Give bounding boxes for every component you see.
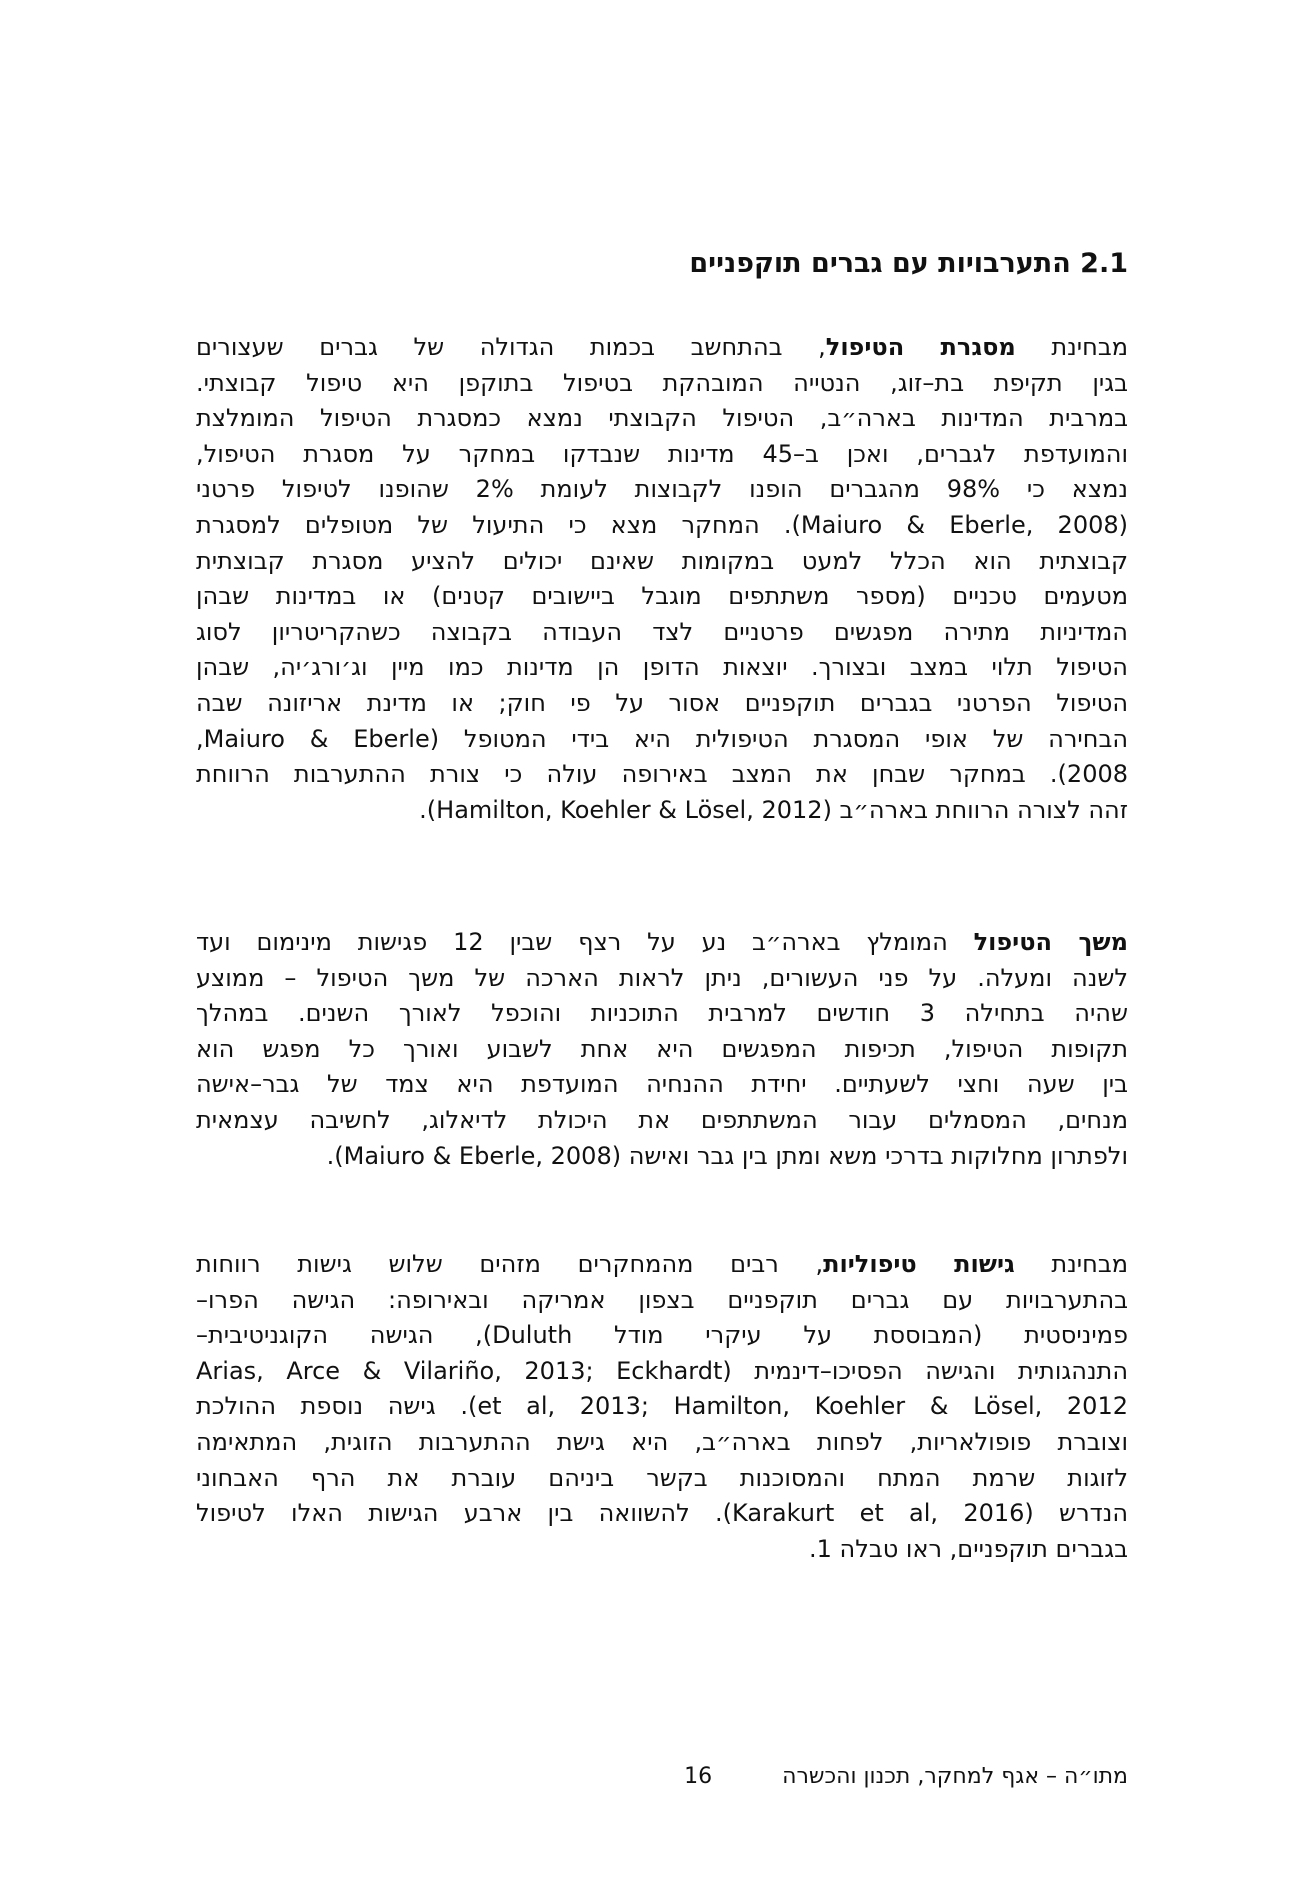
text-run: מבחינת bbox=[1014, 1250, 1128, 1278]
page-footer bbox=[684, 1760, 1128, 1794]
text-line: בגברים תוקפניים, ראו טבלה 1. bbox=[808, 1534, 1128, 1563]
text-line: et al, 2013; Hamilton, Koehler & Lösel, 2012). גישה נוספת ההולכת bbox=[196, 1392, 1128, 1421]
paragraph-treatment-duration bbox=[196, 925, 1128, 1174]
bold-term: משך הטיפול bbox=[973, 928, 1128, 956]
text-line: המדיניות מתירה מפגשים פרטניים לצד העבודה בקבוצה כשהקריטריון לסוג bbox=[196, 617, 1128, 646]
section-heading: 2.1 התערבויות עם גברים תוקפניים bbox=[689, 248, 1128, 279]
text-line: הטיפול תלוי במצב ובצורך. יוצאות הדופן הן מדינות כמו מיין וג׳ורג׳יה, שבהן bbox=[196, 653, 1128, 682]
text-line: פמיניסטית (המבוססת על עיקרי מודל Duluth), הגישה הקוגניטיבית– bbox=[196, 1321, 1128, 1350]
text-line: הטיפול הפרטני בגברים תוקפניים אסור על פי חוק; או מדינת אריזונה שבה bbox=[196, 688, 1128, 717]
text-line: בגין תקיפת בת–זוג, הנטייה המובהקת בטיפול בתוקפן היא טיפול קבוצתי. bbox=[196, 368, 1128, 397]
text-line: לזוגות שרמת המתח והמסוכנות בקשר ביניהם עוברת את הרף האבחוני bbox=[196, 1463, 1128, 1492]
text-line: התנהגותית והגישה הפסיכו–דינמית (Arias, Arce & Vilariño, 2013; Eckhardt bbox=[196, 1356, 1128, 1385]
paragraph-treatment-framework bbox=[196, 330, 1128, 828]
text-run: , בהתחשב בכמות הגדולה של גברים שעצורים bbox=[196, 333, 826, 361]
text-line: והמועדפת לגברים, ואכן ב–45 מדינות שנבדקו במחקר על מסגרת הטיפול, bbox=[196, 439, 1128, 468]
text-line: קבוצתית הוא הכלל למעט במקומות שאינם יכולים להציע מסגרת קבוצתית bbox=[196, 546, 1128, 575]
text-line: וצוברת פופולאריות, לפחות בארה״ב, היא גישת ההתערבות הזוגית, המתאימה bbox=[196, 1427, 1128, 1456]
text-line: (Maiuro & Eberle, 2008). המחקר מצא כי התיעול של מטופלים למסגרת bbox=[196, 510, 1128, 539]
text-line: שהיה בתחילה 3 חודשים למרבית התוכניות והוכפל לאורך השנים. במהלך bbox=[196, 999, 1128, 1028]
page-number: 16 bbox=[684, 1764, 713, 1789]
text-line: זהה לצורה הרווחת בארה״ב (Hamilton, Koehler & Lösel, 2012). bbox=[419, 795, 1128, 824]
text-line: במרבית המדינות בארה״ב, הטיפול הקבוצתי נמצא כמסגרת הטיפול המומלצת bbox=[196, 404, 1128, 433]
bold-term: מסגרת הטיפול bbox=[825, 333, 1016, 361]
text-run: מבחינת bbox=[1015, 333, 1128, 361]
text-line: הבחירה של אופי המסגרת הטיפולית היא בידי המטופל (Maiuro & Eberle, bbox=[196, 724, 1128, 753]
paragraph-treatment-approaches bbox=[196, 1247, 1128, 1567]
text-line bbox=[196, 1247, 1128, 1283]
text-line: מטעמים טכניים (מספר משתתפים מוגבל ביישובים קטנים) או במדינות שבהן bbox=[196, 582, 1128, 611]
text-run: , רבים מהמחקרים מזהים שלוש גישות רווחות bbox=[196, 1250, 824, 1278]
bold-term: גישות טיפוליות bbox=[823, 1250, 1015, 1278]
text-line: מנחים, המסמלים עבור המשתתפים את היכולת לדיאלוג, לחשיבה עצמאית bbox=[196, 1105, 1128, 1134]
text-line: הנדרש (Karakurt et al, 2016). להשוואה בין ארבע הגישות האלו לטיפול bbox=[196, 1499, 1128, 1528]
text-line: ולפתרון מחלוקות בדרכי משא ומתן בין גבר ואישה (Maiuro & Eberle, 2008). bbox=[326, 1141, 1128, 1170]
text-line: בהתערבויות עם גברים תוקפניים בצפון אמריקה ובאירופה: הגישה הפרו– bbox=[196, 1285, 1128, 1314]
text-line bbox=[196, 925, 1128, 961]
text-line: בין שעה וחצי לשעתיים. יחידת ההנחיה המועדפת היא צמד של גבר–אישה bbox=[196, 1070, 1128, 1099]
footer-publisher: מתו״ה – אגף למחקר, תכנון והכשרה bbox=[782, 1764, 1128, 1789]
text-line: תקופות הטיפול, תכיפות המפגשים היא אחת לשבוע ואורך כל מפגש הוא bbox=[196, 1034, 1128, 1063]
text-line: לשנה ומעלה. על פני העשורים, ניתן לראות הארכה של משך הטיפול – ממוצע bbox=[196, 963, 1128, 992]
text-line bbox=[196, 330, 1128, 366]
text-run: המומלץ בארה״ב נע על רצף שבין 12 פגישות מינימום ועד bbox=[196, 928, 974, 956]
text-line: נמצא כי 98% מהגברים הופנו לקבוצות לעומת 2% שהופנו לטיפול פרטני bbox=[196, 475, 1128, 504]
text-line: 2008). במחקר שבחן את המצב באירופה עולה כי צורת ההתערבות הרווחת bbox=[196, 760, 1128, 789]
